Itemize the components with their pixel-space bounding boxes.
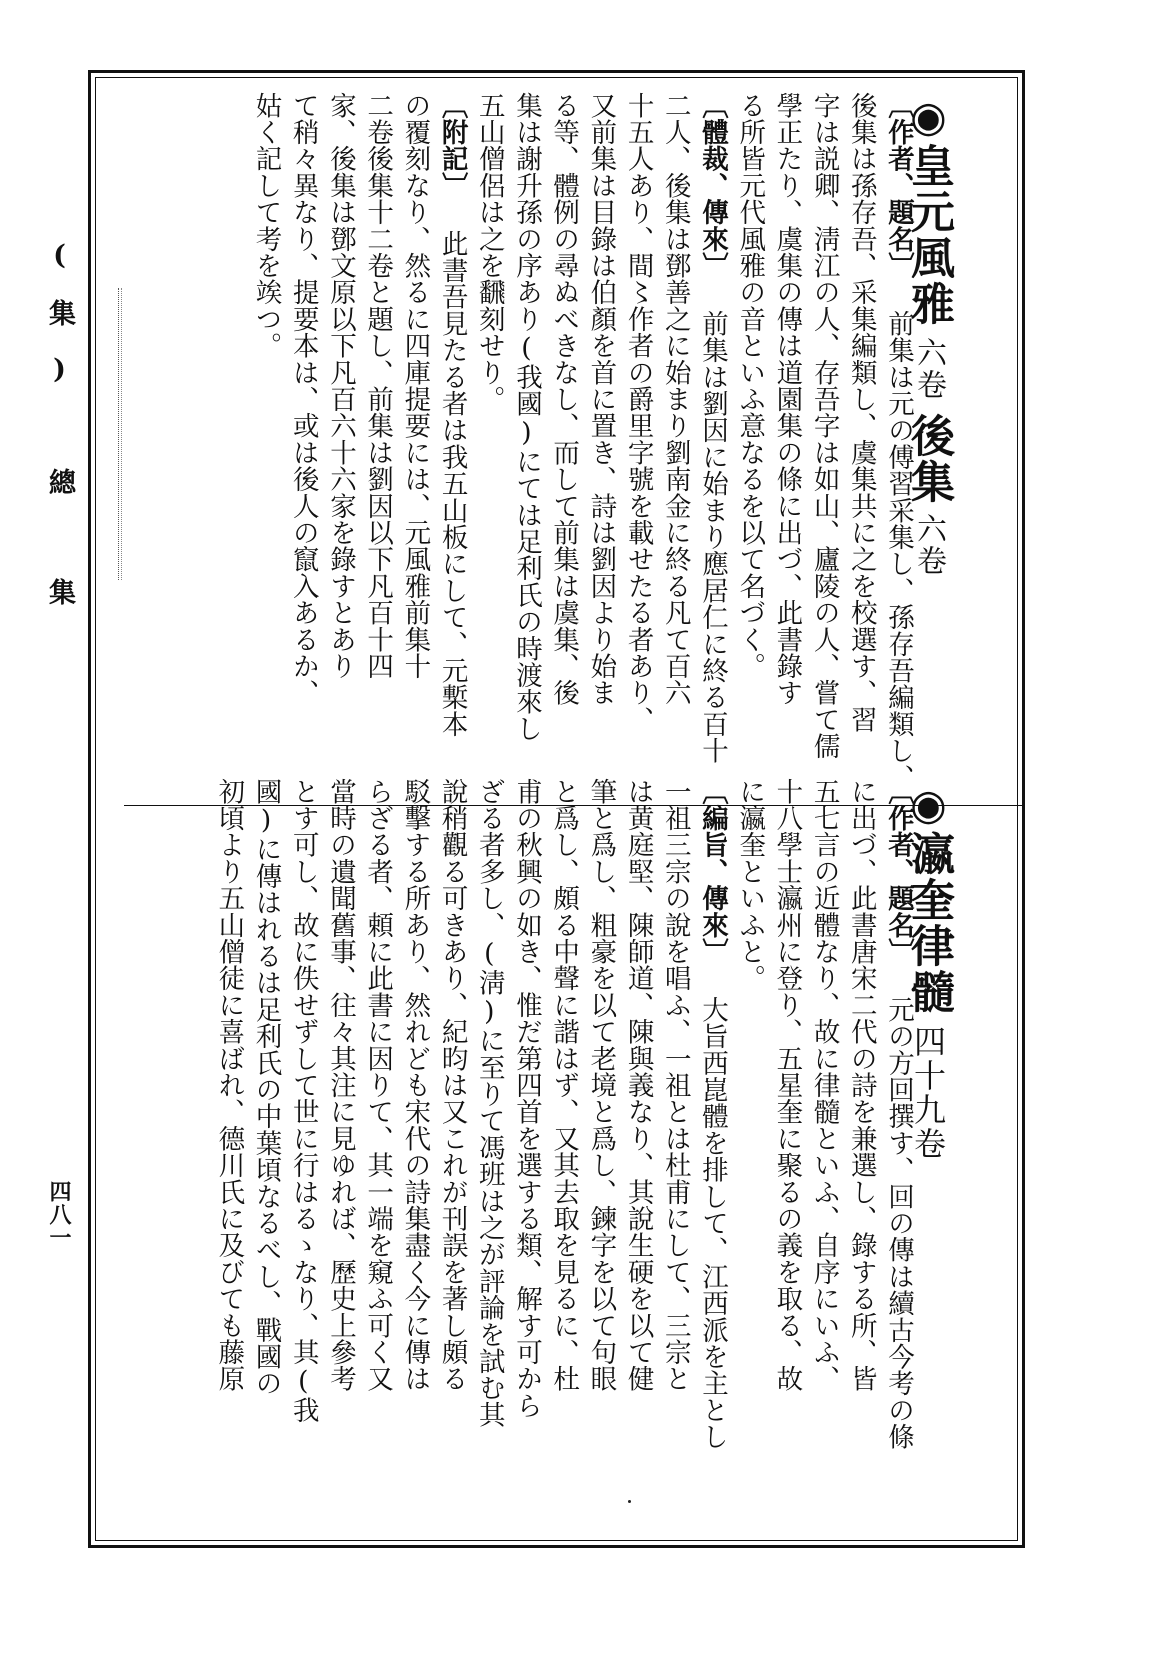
text-column <box>694 92 731 792</box>
text-line: 姑く記して考を竢つ。 <box>250 92 282 359</box>
text-line: 說稍觀る可きあり、紀昀は又これが刊誤を著し頗る <box>436 778 468 1393</box>
text-column <box>657 92 694 792</box>
wavy-rule-inner <box>121 288 122 580</box>
text-column <box>805 92 842 792</box>
entry-1-title-sub: 後集 <box>903 413 954 505</box>
text-column <box>396 778 433 1488</box>
text-line: 大旨西崑體を排して、江西派を主とし <box>696 996 728 1451</box>
entry-1-title-sub-vol: 六卷 <box>911 513 946 577</box>
text-column <box>657 778 694 1488</box>
text-line: て稍々異なり、提要本は、或は後人の竄入あるか、 <box>287 92 319 707</box>
text-column <box>285 92 322 792</box>
text-line: 五山僧侶は之を飜刻せり。 <box>473 92 505 413</box>
text-line: 集は謝升孫の序あり(我國)にては足利氏の時渡來し <box>510 92 542 742</box>
text-line: 前集は元の傅習采集し、孫存吾編類し、 <box>883 310 914 791</box>
text-line: 此書吾見たる者は我五山板にして、元槧本 <box>436 230 468 738</box>
text-line: ざる者多し、(淸)に至りて馮班は之が評論を試む其 <box>473 778 505 1428</box>
text-column <box>433 778 470 1488</box>
text-column <box>359 92 396 792</box>
text-line: る等、體例の尋ぬべきなし、而して前集は虞集、後 <box>548 92 580 707</box>
text-line: 五七言の近體なり、故に律髓といふ、自序にいふ、 <box>808 778 840 1393</box>
text-column <box>582 778 619 1488</box>
entry-2-title-vol: 四十九卷 <box>909 1025 947 1161</box>
text-line: 又前集は目錄は伯顏を首に置き、詩は劉因より始ま <box>585 92 617 707</box>
text-line: 十八學士瀛州に登り、五星奎に聚るの義を取る、故 <box>771 778 803 1393</box>
text-column <box>880 92 917 792</box>
section-tag: 〔附記〕 <box>436 92 468 199</box>
text-line: とす可し、故に佚せずして世に行はるゝなり、其(我 <box>287 778 319 1424</box>
text-line: 初頃より五山僧徒に喜ばれ、德川氏に及びても藤原 <box>213 778 245 1393</box>
text-line: 學正たり、虞集の傳は道園集の條に出づ、此書錄す <box>771 92 803 707</box>
text-column <box>545 778 582 1488</box>
text-column <box>322 778 359 1488</box>
text-line: らざる者、頼に此書に因りて、其一端を窺ふ可く又 <box>362 778 394 1393</box>
text-column <box>396 92 433 792</box>
text-line: 前集は劉因に始まり應居仁に終る百十 <box>696 310 728 765</box>
text-column <box>508 92 545 792</box>
text-column <box>582 92 619 792</box>
text-line: 國)に傳はれるは足利氏の中葉頃なるべし、戰國の <box>250 778 282 1397</box>
text-column <box>508 778 545 1488</box>
text-column <box>322 92 359 792</box>
text-column <box>619 92 656 792</box>
text-line: る所皆元代風雅の音といふ意なるを以て名づく。 <box>734 92 766 680</box>
text-line: 甫の秋興の如き、惟だ第四首を選する類、解す可から <box>510 778 542 1419</box>
entry-2-title-main: 瀛奎律髓 <box>903 831 954 1015</box>
text-line: の覆刻なり、然るに四庫提要には、元風雅前集十 <box>399 92 431 680</box>
text-column <box>433 92 470 792</box>
text-line: 後集は孫存吾、采集編類し、虞集共に之を校選す、習 <box>845 92 877 733</box>
text-line: に瀛奎といふと。 <box>734 778 766 992</box>
bullet-icon: ◉ <box>904 780 953 831</box>
text-column <box>210 778 247 1488</box>
text-line: 二卷後集十二卷と題し、前集は劉因以下凡百十四 <box>362 92 394 680</box>
text-column <box>471 92 508 792</box>
text-column <box>471 778 508 1488</box>
entry-1-title-main: 皇元風雅 <box>903 143 954 327</box>
text-line: に出づ、此書唐宋二代の詩を兼選し、錄する所、皆 <box>845 778 877 1393</box>
text-line: 元の方回撰す、回の傳は續古今考の條 <box>883 996 914 1451</box>
text-line: 十五人あり、間〻作者の爵里字號を載せたる者あり、 <box>622 92 654 733</box>
margin-section-title: (集) 總 集 <box>44 240 75 633</box>
ink-speck <box>628 1500 631 1503</box>
text-line: 家、後集は鄧文原以下凡百六十六家を錄すとあり <box>324 92 356 680</box>
text-column <box>843 778 880 1488</box>
entry-1-body <box>247 92 917 792</box>
section-tag: 〔編旨、傳來〕 <box>696 778 728 965</box>
text-column <box>359 778 396 1488</box>
bullet-icon: ◉ <box>904 92 953 143</box>
text-column <box>694 778 731 1488</box>
text-column <box>731 778 768 1488</box>
text-line: 一祖三宗の說を唱ふ、一祖とは杜甫にして、三宗と <box>659 778 691 1393</box>
text-column <box>880 778 917 1488</box>
text-column <box>805 778 842 1488</box>
wavy-rule <box>118 288 119 580</box>
text-line: 駁擊する所あり、然れども宋代の詩集盡く今に傳は <box>399 778 431 1393</box>
text-column <box>768 92 805 792</box>
page-number: 四八一 <box>46 1180 72 1249</box>
text-column <box>768 778 805 1488</box>
text-line: は黄庭堅、陳師道、陳與義なり、其說生硬を以て健 <box>622 778 654 1393</box>
text-column <box>247 778 284 1488</box>
text-column <box>285 778 322 1488</box>
text-column <box>247 92 284 792</box>
text-line: と爲し、頗る中聲に諧はず、又其去取を見るに、杜 <box>548 778 580 1393</box>
text-line: 字は説卿、淸江の人、存吾字は如山、廬陵の人、嘗て儒 <box>808 92 840 760</box>
text-line: 當時の遺聞舊事、往々其注に見ゆれば、歷史上參考 <box>324 778 356 1393</box>
section-tag: 〔作者、題名〕 <box>883 778 914 965</box>
section-tag: 〔作者、題名〕 <box>883 92 914 279</box>
text-line: 二人、後集は鄧善之に始まり劉南金に終る凡て百六 <box>659 92 691 707</box>
text-column <box>619 778 656 1488</box>
text-line: 筆と爲し、粗豪を以て老境と爲し、鍊字を以て句眼 <box>585 778 617 1393</box>
text-column <box>545 92 582 792</box>
section-tag: 〔體裁、傳來〕 <box>696 92 728 279</box>
text-column <box>731 92 768 792</box>
entry-1-title-vol: 六卷 <box>911 337 946 401</box>
text-column <box>843 92 880 792</box>
entry-2-body <box>210 778 917 1488</box>
